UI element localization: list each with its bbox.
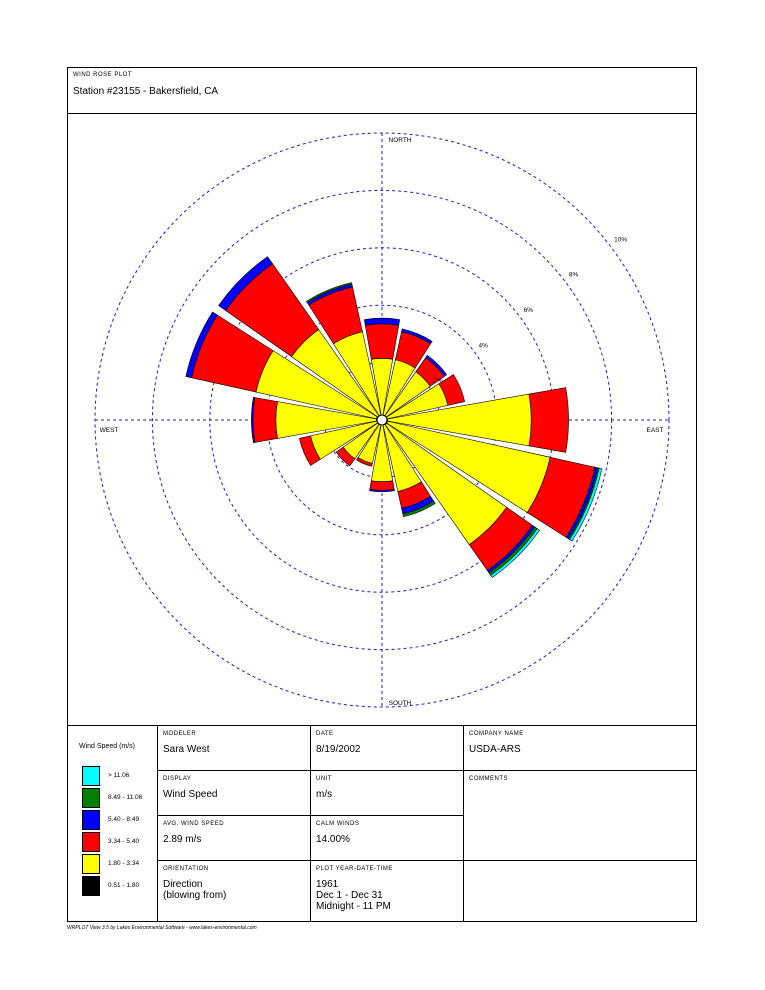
calm-center	[377, 415, 387, 425]
plot-time-label: PLOT YEAR-DATE-TIME	[316, 866, 393, 872]
unit-value: m/s	[316, 789, 333, 800]
wind-rose-area	[68, 113, 696, 725]
display-value: Wind Speed	[163, 789, 218, 800]
divider	[310, 726, 311, 922]
legend-label: 5.40 - 8.49	[108, 816, 140, 823]
legend-label: 1.80 - 3.34	[108, 860, 140, 867]
ring-label-6: 6%	[523, 306, 534, 314]
company-label: COMPANY NAME	[469, 731, 524, 737]
plot-frame	[67, 67, 697, 922]
avg-speed-label: AVG. WIND SPEED	[163, 821, 225, 827]
ring-label-8: 8%	[568, 271, 579, 279]
plot-time-year: 1961	[316, 879, 339, 890]
wedge-w-bin2	[253, 398, 278, 443]
ring-label-10: 10%	[614, 236, 628, 244]
calm-winds-label: CALM WINDS	[316, 821, 360, 827]
label-south: SOUTH	[388, 700, 412, 707]
company-value: USDA-ARS	[469, 744, 521, 755]
wedge-e-bin2	[529, 388, 569, 453]
details-panel	[68, 725, 696, 922]
plot-type-label: WIND ROSE PLOT	[73, 72, 133, 78]
legend-label: 3.34 - 5.40	[108, 838, 140, 845]
divider	[157, 770, 696, 771]
legend-title: Wind Speed (m/s)	[79, 743, 136, 750]
legend-swatch-8-11	[82, 788, 100, 808]
orientation-label: ORIENTATION	[163, 866, 209, 872]
legend-swatch-3-5	[82, 832, 100, 852]
legend-swatch-0-2	[82, 876, 100, 896]
date-value: 8/19/2002	[316, 744, 361, 755]
footer-credit: WRPLOT View 3.5 by Lakes Environmental Software - www.lakes-environmental.com	[67, 925, 257, 931]
divider	[463, 726, 464, 922]
wedge-s-bin2	[370, 481, 394, 491]
legend-label: 8.49 - 11.06	[108, 794, 143, 801]
station-title: Station #23155 - Bakersfield, CA	[73, 86, 219, 97]
comments-label: COMMENTS	[469, 776, 508, 782]
plot-time-dates: Dec 1 - Dec 31	[316, 890, 383, 901]
display-label: DISPLAY	[163, 776, 192, 782]
divider	[157, 860, 696, 861]
modeler-label: MODELER	[163, 731, 197, 737]
wedge-n-bin2	[365, 324, 398, 359]
divider	[157, 726, 158, 922]
unit-label: UNIT	[316, 776, 332, 782]
wind-rose-chart	[68, 113, 696, 725]
avg-speed-value: 2.89 m/s	[163, 834, 202, 845]
legend-swatch-gt-11	[82, 766, 100, 786]
label-north: NORTH	[388, 137, 412, 144]
date-label: DATE	[316, 731, 334, 737]
label-west: WEST	[99, 427, 119, 434]
orientation-line1: Direction	[163, 879, 203, 890]
legend-swatch-5-8	[82, 810, 100, 830]
modeler-value: Sara West	[163, 744, 210, 755]
ring-label-2: 2%	[433, 377, 443, 385]
plot-time-hours: Midnight - 11 PM	[316, 901, 391, 912]
header	[68, 68, 696, 114]
divider	[157, 815, 463, 816]
legend-label: 0.51 - 1.80	[108, 882, 140, 889]
calm-winds-value: 14.00%	[316, 834, 350, 845]
legend-label: > 11.06	[108, 772, 130, 779]
label-east: EAST	[646, 427, 664, 434]
legend-swatch-2-3	[82, 854, 100, 874]
ring-label-4: 4%	[478, 342, 488, 350]
orientation-line2: (blowing from)	[163, 890, 227, 901]
